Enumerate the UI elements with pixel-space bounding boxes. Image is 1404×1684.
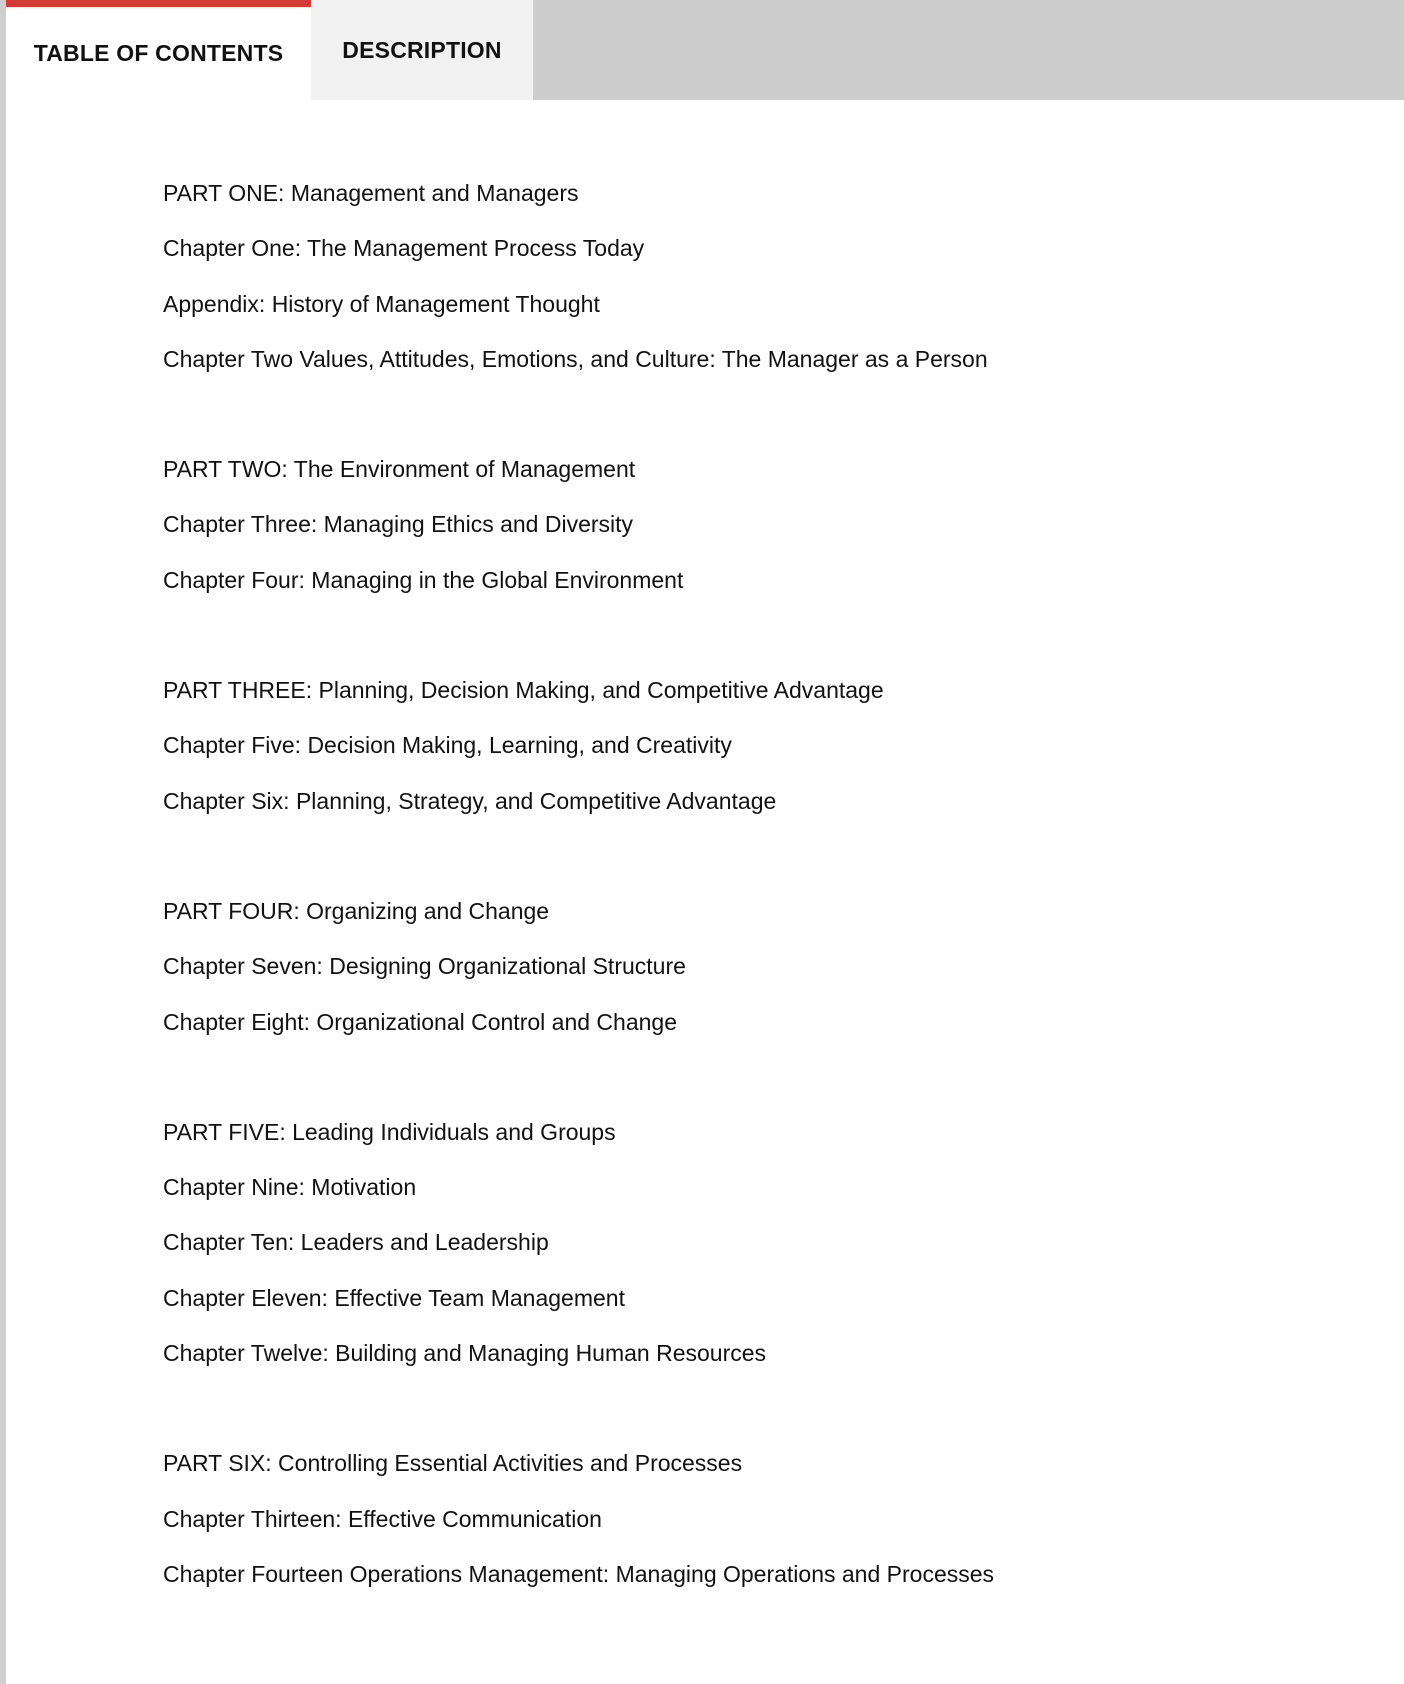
toc-chapter-item: Chapter Fourteen Operations Management: Managing Operations and Processes [163, 1560, 995, 1587]
toc-part-title: PART FOUR: Organizing and Change [163, 897, 550, 924]
toc-chapter-item: Chapter One: The Management Process Today [163, 235, 645, 262]
toc-part-group [163, 442, 1363, 608]
toc-chapter-item: Chapter Ten: Leaders and Leadership [163, 1229, 549, 1256]
toc-chapter-item: Chapter Eight: Organizational Control and Change [163, 1008, 677, 1035]
toc-part-title: PART SIX: Controlling Essential Activities and Processes [163, 1450, 743, 1477]
left-border [0, 0, 6, 1684]
toc-chapter-item: Chapter Nine: Motivation [163, 1174, 417, 1201]
toc-part-title: PART THREE: Planning, Decision Making, and Competitive Advantage [163, 677, 884, 704]
tab-bar [6, 0, 1404, 100]
tab-table-of-contents-label: TABLE OF CONTENTS [33, 40, 284, 66]
toc-chapter-item: Chapter Thirteen: Effective Communication [163, 1505, 602, 1532]
toc-chapter-item: Chapter Three: Managing Ethics and Diversity [163, 511, 634, 538]
toc-part-group [163, 663, 1363, 829]
toc-part-title: PART FIVE: Leading Individuals and Groups [163, 1118, 616, 1145]
table-of-contents [163, 166, 1363, 1657]
toc-chapter-item: Chapter Twelve: Building and Managing Human Resources [163, 1340, 767, 1367]
toc-part-title: PART ONE: Management and Managers [163, 180, 579, 206]
tab-description[interactable] [311, 0, 533, 100]
toc-chapter-item: Chapter Eleven: Effective Team Management [163, 1284, 625, 1311]
toc-part-group [163, 166, 1363, 387]
toc-part-title: PART TWO: The Environment of Management [163, 456, 636, 483]
toc-chapter-item: Chapter Four: Managing in the Global Environment [163, 566, 684, 593]
toc-part-group [163, 1105, 1363, 1381]
toc-chapter-item: Appendix: History of Management Thought [163, 290, 600, 317]
toc-chapter-item: Chapter Seven: Designing Organizational Structure [163, 953, 686, 980]
toc-part-group [163, 1436, 1363, 1602]
tab-description-label: DESCRIPTION [342, 36, 502, 63]
toc-chapter-item: Chapter Five: Decision Making, Learning, and Creativity [163, 732, 732, 759]
toc-chapter-item: Chapter Two Values, Attitudes, Emotions, and Culture: The Manager as a Person [163, 345, 988, 372]
toc-part-group [163, 884, 1363, 1050]
toc-chapter-item: Chapter Six: Planning, Strategy, and Competitive Advantage [163, 787, 777, 814]
tab-table-of-contents[interactable] [6, 0, 311, 100]
